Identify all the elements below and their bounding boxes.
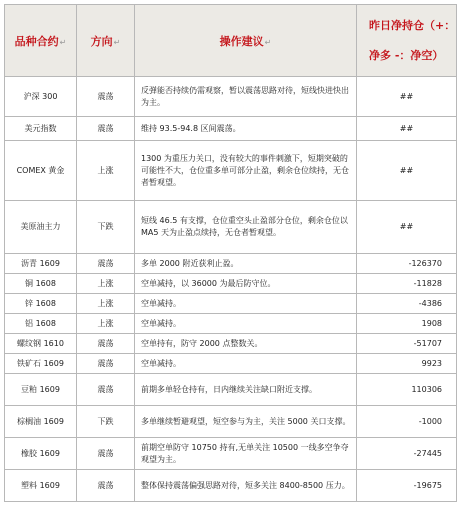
table-row <box>5 334 457 354</box>
advice-cell: 短线 46.5 有支撑，仓位重空头止盈部分仓位，剩余仓位以 MA5 天为止盈点续持，无仓者暂观望。 <box>135 201 357 254</box>
position-cell: -11828 <box>357 274 457 294</box>
header-direction-mark: ↵ <box>113 37 121 47</box>
direction-cell: 震荡 <box>77 334 135 354</box>
position-cell: ## <box>357 77 457 117</box>
position-cell: -51707 <box>357 334 457 354</box>
variety-cell: 锌 1608 <box>5 294 77 314</box>
header-variety-mark: ↵ <box>59 37 67 47</box>
table-row <box>5 77 457 117</box>
position-cell: 1908 <box>357 314 457 334</box>
header-advice-mark: ↵ <box>264 37 272 47</box>
variety-cell: 美原油主力 <box>5 201 77 254</box>
header-position-line2: 净多 -：净空） <box>369 48 444 62</box>
table-row <box>5 254 457 274</box>
advice-cell: 多单继续暂避观望，短空参与为主，关注 5000 关口支撑。 <box>135 406 357 438</box>
header-row <box>5 5 457 77</box>
table-row <box>5 314 457 334</box>
direction-cell: 上涨 <box>77 141 135 201</box>
direction-cell: 上涨 <box>77 314 135 334</box>
position-cell: 9923 <box>357 354 457 374</box>
advice-cell: 反弹能否持续仍需观察，暂以震荡思路对待，短线快进快出为主。 <box>135 77 357 117</box>
header-advice-label: 操作建议 <box>219 34 264 48</box>
variety-cell: 豆粕 1609 <box>5 374 77 406</box>
table-body <box>5 77 457 502</box>
header-position-line1: 昨日净持仓（+： <box>369 18 456 32</box>
advice-cell: 前期空单防守 10750 持有,无单关注 10500 一线多空争夺观望为主。 <box>135 438 357 470</box>
table-row <box>5 141 457 201</box>
position-cell: ## <box>357 201 457 254</box>
table-row <box>5 294 457 314</box>
variety-cell: 塑料 1609 <box>5 470 77 502</box>
variety-cell: 棕榈油 1609 <box>5 406 77 438</box>
variety-cell: 橡胶 1609 <box>5 438 77 470</box>
advice-cell: 1300 为重压力关口，没有较大的事件刺激下，短期突破的可能性不大，仓位重多单可部分止盈，剩余仓位续持，无仓者暂观望。 <box>135 141 357 201</box>
position-cell: -126370 <box>357 254 457 274</box>
advice-cell: 空单减持。 <box>135 354 357 374</box>
position-cell: 110306 <box>357 374 457 406</box>
variety-cell: 螺纹钢 1610 <box>5 334 77 354</box>
table-row <box>5 201 457 254</box>
direction-cell: 震荡 <box>77 354 135 374</box>
variety-cell: 铝 1608 <box>5 314 77 334</box>
header-direction <box>77 5 135 77</box>
position-cell: -1000 <box>357 406 457 438</box>
direction-cell: 震荡 <box>77 254 135 274</box>
direction-cell: 震荡 <box>77 470 135 502</box>
advice-cell: 空单减持。 <box>135 294 357 314</box>
table-row <box>5 374 457 406</box>
position-cell: -4386 <box>357 294 457 314</box>
header-direction-label: 方向 <box>90 34 113 48</box>
direction-cell: 震荡 <box>77 374 135 406</box>
direction-cell: 震荡 <box>77 77 135 117</box>
advice-cell: 多单 2000 附近获利止盈。 <box>135 254 357 274</box>
header-advice <box>135 5 357 77</box>
advice-cell: 空单减持，以 36000 为最后防守位。 <box>135 274 357 294</box>
direction-cell: 震荡 <box>77 438 135 470</box>
table-row <box>5 117 457 141</box>
advice-cell: 整体保持震荡偏强思路对待，短多关注 8400-8500 压力。 <box>135 470 357 502</box>
table-row <box>5 406 457 438</box>
variety-cell: COMEX 黄金 <box>5 141 77 201</box>
variety-cell: 铁矿石 1609 <box>5 354 77 374</box>
table-row <box>5 354 457 374</box>
advice-cell: 空单减持。 <box>135 314 357 334</box>
direction-cell: 下跌 <box>77 406 135 438</box>
variety-cell: 沪深 300 <box>5 77 77 117</box>
direction-cell: 上涨 <box>77 274 135 294</box>
variety-cell: 铜 1608 <box>5 274 77 294</box>
direction-cell: 上涨 <box>77 294 135 314</box>
position-cell: ## <box>357 117 457 141</box>
header-variety-label: 品种合约 <box>14 34 59 48</box>
position-cell: ## <box>357 141 457 201</box>
position-cell: -19675 <box>357 470 457 502</box>
table-row <box>5 470 457 502</box>
table-row <box>5 438 457 470</box>
advice-cell: 前期多单轻仓持有，日内继续关注缺口附近支撑。 <box>135 374 357 406</box>
variety-cell: 沥青 1609 <box>5 254 77 274</box>
position-cell: -27445 <box>357 438 457 470</box>
advice-cell: 维持 93.5-94.8 区间震荡。 <box>135 117 357 141</box>
advice-cell: 空单持有，防守 2000 点整数关。 <box>135 334 357 354</box>
header-variety <box>5 5 77 77</box>
variety-cell: 美元指数 <box>5 117 77 141</box>
header-position <box>357 5 457 77</box>
direction-cell: 震荡 <box>77 117 135 141</box>
direction-cell: 下跌 <box>77 201 135 254</box>
futures-advice-table <box>4 4 457 502</box>
table-row <box>5 274 457 294</box>
